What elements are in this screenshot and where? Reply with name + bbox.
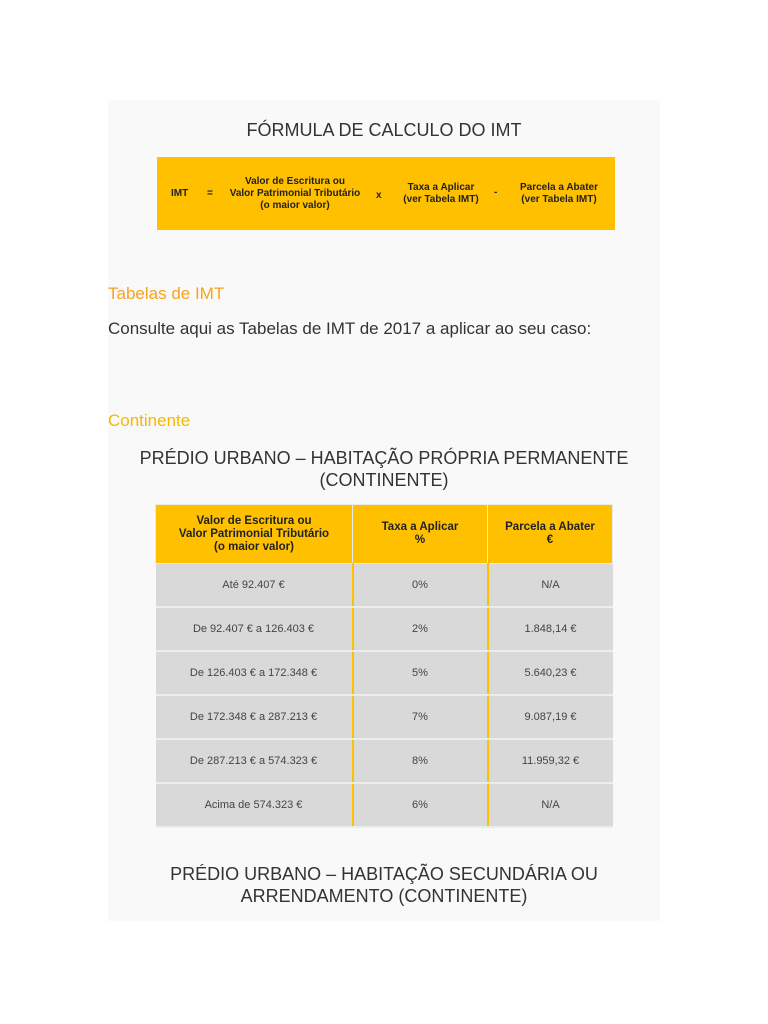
cell-rate: 8% (353, 739, 488, 783)
formula-base: Valor de Escritura ou Valor Patrimonial Tributário (o maior valor) (229, 176, 361, 211)
cell-rate: 0% (353, 564, 488, 608)
imt-table (155, 504, 613, 828)
col-header-rate: Taxa a Aplicar % (353, 505, 488, 564)
table-row (156, 564, 613, 608)
section-heading: Tabelas de IMT (108, 284, 225, 303)
cell-deduct: 11.959,32 € (488, 739, 613, 783)
cell-value: De 172.348 € a 287.213 € (156, 695, 353, 739)
formula-rate: Taxa a Aplicar (ver Tabela IMT) (403, 182, 479, 205)
cell-deduct: 9.087,19 € (488, 695, 613, 739)
table-header-row (156, 505, 613, 564)
cell-rate: 5% (353, 651, 488, 695)
table-row (156, 651, 613, 695)
table-row (156, 607, 613, 651)
formula-minus: - (494, 187, 498, 198)
table-row (156, 783, 613, 827)
formula-deduct: Parcela a Abater (ver Tabela IMT) (519, 182, 598, 205)
table1-title: PRÉDIO URBANO – HABITAÇÃO PRÓPRIA PERMANENTE (CONTINENTE) (139, 448, 629, 490)
formula-imt: IMT (171, 188, 189, 199)
cell-value: Até 92.407 € (156, 564, 353, 608)
content-panel (108, 100, 660, 921)
formula-title: FÓRMULA DE CALCULO DO IMT (246, 120, 522, 140)
cell-value: De 126.403 € a 172.348 € (156, 651, 353, 695)
cell-deduct: N/A (488, 783, 613, 827)
cell-deduct: N/A (488, 564, 613, 608)
cell-value: De 92.407 € a 126.403 € (156, 607, 353, 651)
cell-rate: 2% (353, 607, 488, 651)
table2-title: PRÉDIO URBANO – HABITAÇÃO SECUNDÁRIA OU ARRENDAMENTO (CONTINENTE) (170, 864, 598, 906)
region-heading: Continente (108, 411, 191, 430)
table-row (156, 739, 613, 783)
cell-deduct: 1.848,14 € (488, 607, 613, 651)
formula-times: x (376, 190, 382, 201)
intro-text: Consulte aqui as Tabelas de IMT de 2017 a aplicar ao seu caso: (108, 319, 592, 338)
col-header-value: Valor de Escritura ou Valor Patrimonial Tributário (o maior valor) (156, 505, 353, 564)
table-row (156, 695, 613, 739)
formula-equals: = (207, 188, 213, 199)
cell-value: Acima de 574.323 € (156, 783, 353, 827)
cell-value: De 287.213 € a 574.323 € (156, 739, 353, 783)
cell-rate: 7% (353, 695, 488, 739)
col-header-deduct: Parcela a Abater € (488, 505, 613, 564)
cell-rate: 6% (353, 783, 488, 827)
cell-deduct: 5.640,23 € (488, 651, 613, 695)
formula-box (157, 157, 615, 230)
